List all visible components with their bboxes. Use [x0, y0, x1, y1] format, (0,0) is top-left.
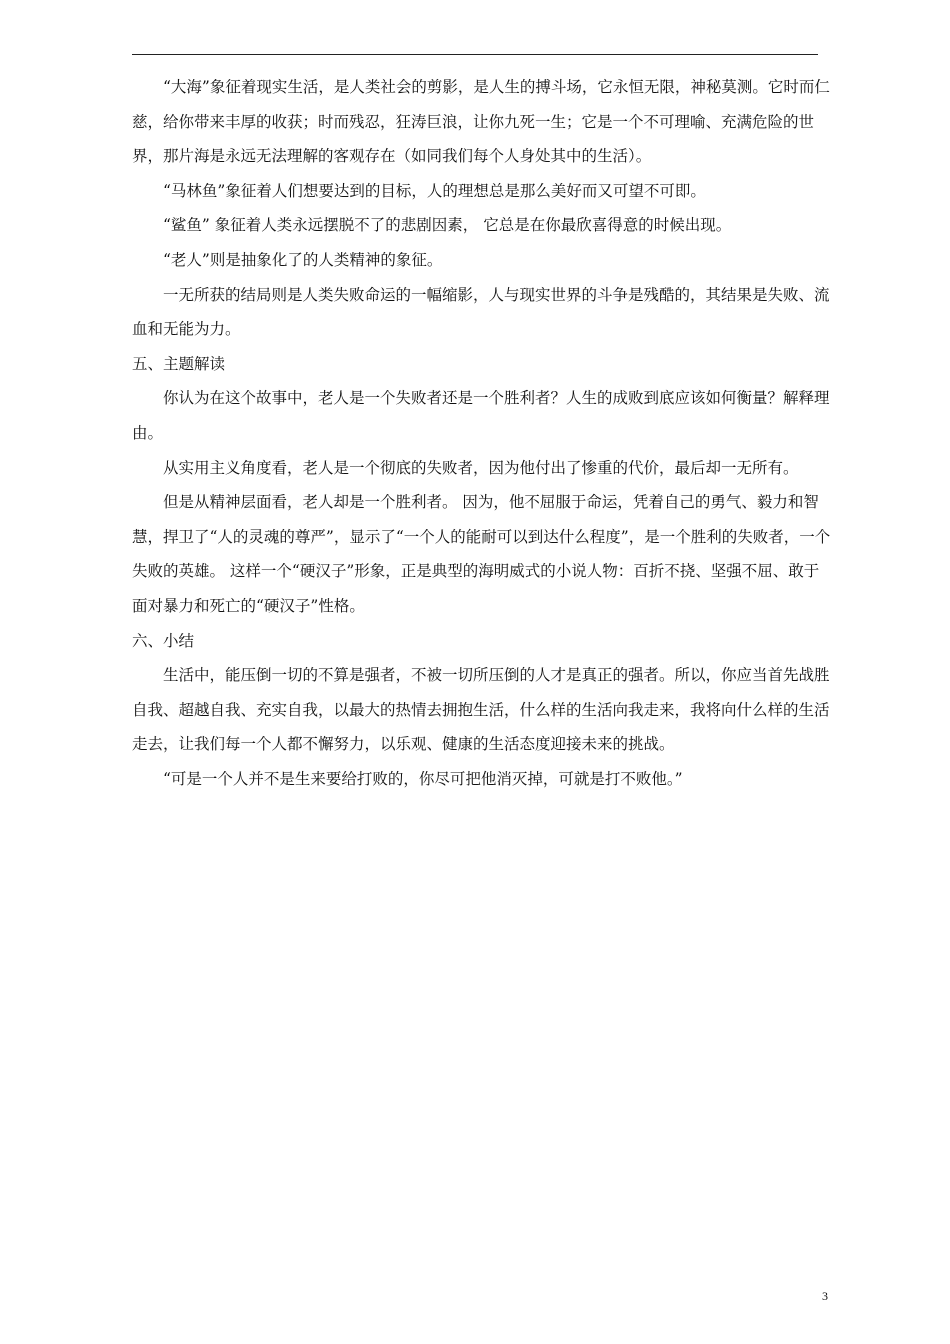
paragraph-shark-symbol: “鲨鱼” 象征着人类永远摆脱不了的悲剧因素， 它总是在你最欣喜得意的时候出现。	[163, 216, 732, 235]
paragraph-summary: 生活中，能压倒一切的不算是强者，不被一切所压倒的人才是真正的强者。所以，你应当首先战胜自我、超越自我、充实自我，以最大的热情去拥抱生活，什么样的生活向我走来，我将向什么样的生活走去，让我们每一个人都不懈努力，以乐观、健康的生活态度迎接未来的挑战。	[132, 666, 830, 754]
paragraph-ending-symbol: 一无所获的结局则是人类失败命运的一幅缩影，人与现实世界的斗争是残酷的，其结果是失败、流血和无能为力。	[132, 285, 830, 339]
paragraph-theme-question: 你认为在这个故事中，老人是一个失败者还是一个胜利者？人生的成败到底应该如何衡量？解释理由。	[132, 389, 830, 442]
header-rule	[132, 54, 818, 55]
paragraph-closing-quote: “可是一个人并不是生来要给打败的，你尽可把他消灭掉，可就是打不败他。”	[163, 769, 683, 788]
page-number: 3	[822, 1289, 828, 1303]
paragraph-sea-symbol: “大海”象征着现实生活，是人类社会的剪影，是人生的搏斗场，它永恒无限，神秘莫测。它时而仁慈，给你带来丰厚的收获；时而残忍，狂涛巨浪，让你九死一生；它是一个不可理喻、充满危险的世界，那片海是永远无法理解的客观存在（如同我们每个人身处其中的生活）。	[132, 78, 830, 166]
section-heading-theme: 五、主题解读	[132, 354, 226, 373]
paragraph-marlin-symbol: “马林鱼”象征着人们想要达到的目标，人的理想总是那么美好而又可望不可即。	[163, 181, 706, 200]
paragraph-pragmatic-view: 从实用主义角度看，老人是一个彻底的失败者，因为他付出了惨重的代价，最后却一无所有。	[163, 458, 799, 477]
paragraph-spiritual-view: 但是从精神层面看，老人却是一个胜利者。 因为，他不屈服于命运，凭着自己的勇气、毅力和智慧，捍卫了“人的灵魂的尊严”，显示了“一个人的能耐可以到达什么程度”，是一个胜利的失败者，一个失败的英雄。 这样一个“硬汉子”形象，正是典型的海明威式的小说人物：百折不挠、坚强不屈、敢于面对暴力和死亡的“硬汉子”性格。	[132, 493, 831, 615]
page-body	[132, 70, 832, 796]
section-heading-summary: 六、小结	[132, 631, 195, 650]
paragraph-old-man-symbol: “老人”则是抽象化了的人类精神的象征。	[163, 250, 443, 269]
